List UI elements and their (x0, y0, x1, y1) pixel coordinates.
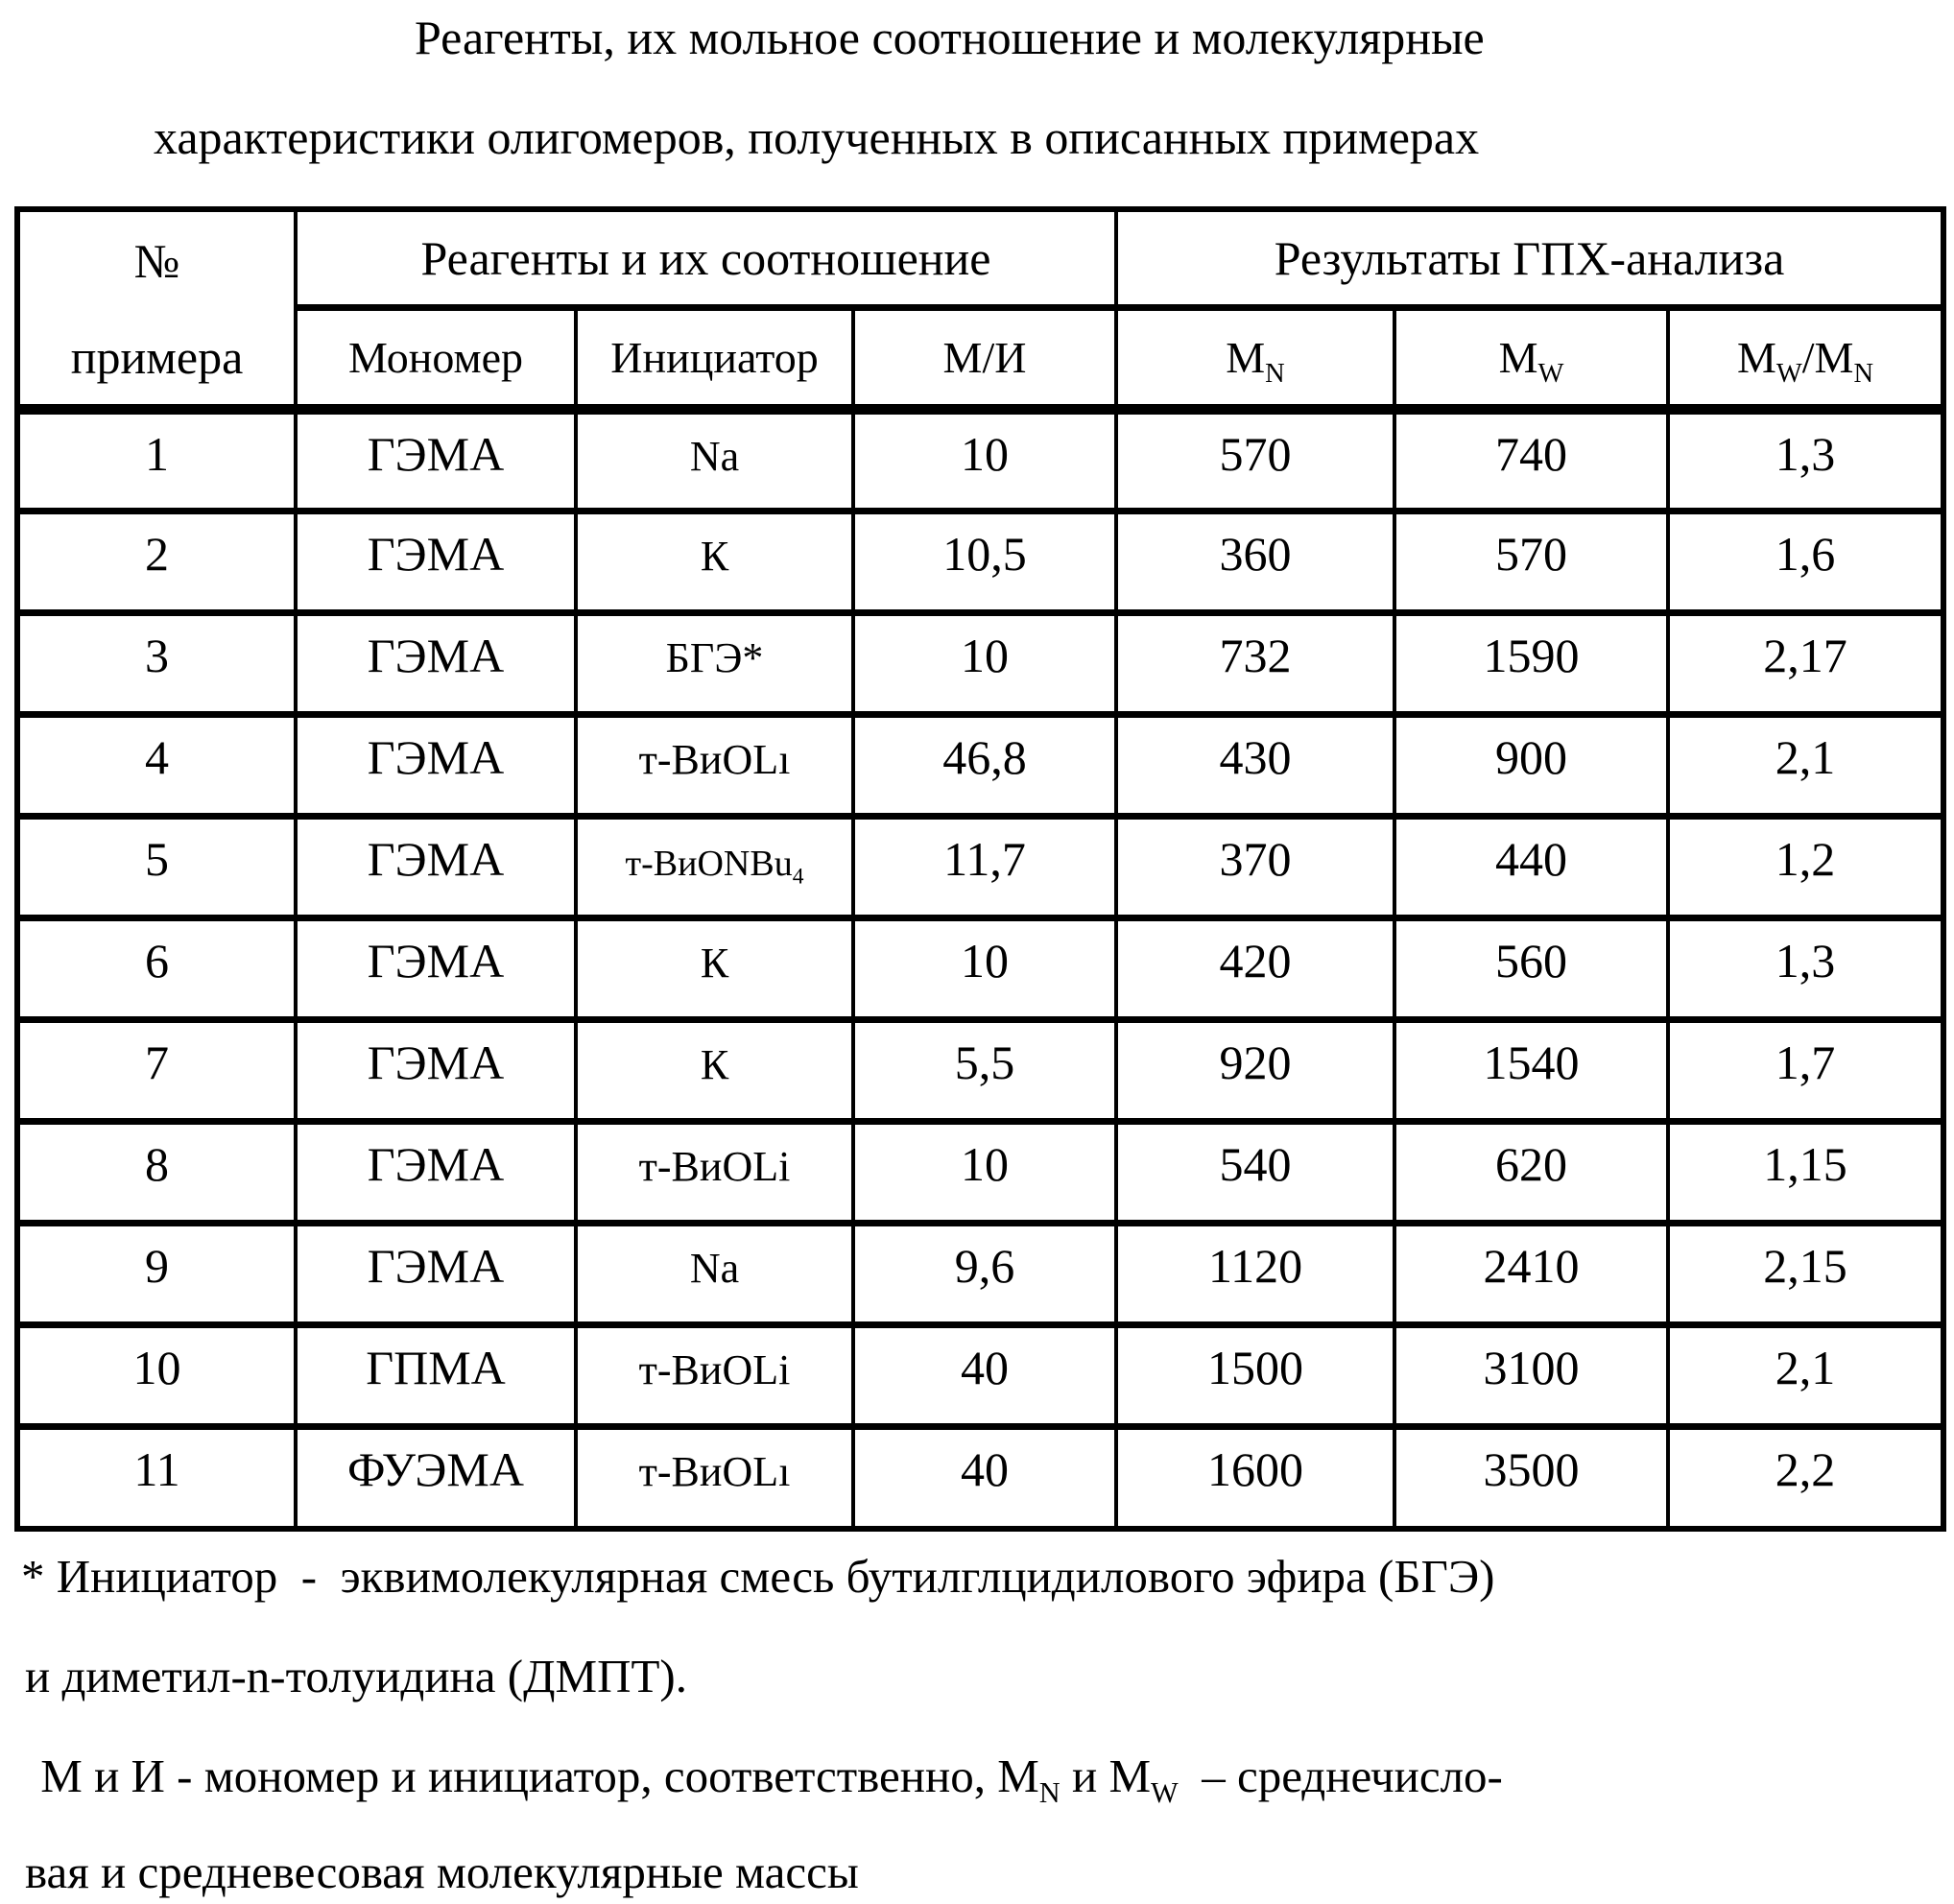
table-row (17, 817, 1943, 918)
mw-mn-cell: 1,6 (1668, 512, 1943, 613)
initiator-cell: К (576, 512, 853, 613)
example-number-cell: 1 (17, 410, 296, 512)
monomer-cell: ГЭМА (296, 410, 576, 512)
mi-ratio-cell: 9,6 (853, 1224, 1116, 1325)
initiator-cell: т-ВиOLı (576, 715, 853, 817)
mn-cell: 570 (1116, 410, 1394, 512)
footnote-line-3: М и И - мономер и инициатор, соответственно, $M_N$ и $M_W$ – среднечисло- (29, 1749, 1503, 1809)
mw-mn-cell: 1,2 (1668, 817, 1943, 918)
mn-cell: 360 (1116, 512, 1394, 613)
header-example-number (17, 209, 296, 410)
page-title-line2: характеристики олигомеров, полученных в описанных примерах (154, 110, 1480, 164)
mn-cell: 370 (1116, 817, 1394, 918)
mn-cell: 920 (1116, 1020, 1394, 1122)
mn-cell: 1500 (1116, 1325, 1394, 1427)
header-sub-row (17, 308, 1943, 410)
table-row (17, 1325, 1943, 1427)
example-number-cell: 5 (17, 817, 296, 918)
table-row (17, 512, 1943, 613)
reagents-table (14, 206, 1946, 1532)
table-row (17, 715, 1943, 817)
initiator-cell: Na (576, 410, 853, 512)
header-mi-ratio: М/И (853, 308, 1116, 410)
mw-cell: 570 (1394, 512, 1668, 613)
footnote-line-2: и диметил-n-толуидина (ДМПТ). (25, 1650, 687, 1702)
table-row (17, 1020, 1943, 1122)
initiator-cell: т-ВиOLi (576, 1325, 853, 1427)
mi-ratio-cell: 40 (853, 1325, 1116, 1427)
monomer-cell: ГЭМА (296, 817, 576, 918)
mw-cell: 740 (1394, 410, 1668, 512)
monomer-cell: ГЭМА (296, 715, 576, 817)
example-number-cell: 9 (17, 1224, 296, 1325)
monomer-cell: ГЭМА (296, 918, 576, 1020)
mw-cell: 440 (1394, 817, 1668, 918)
mn-cell: 540 (1116, 1122, 1394, 1224)
initiator-cell: т-ВиOLi (576, 1122, 853, 1224)
mw-cell: 560 (1394, 918, 1668, 1020)
header-group-results: Результаты ГПХ-анализа (1116, 209, 1943, 308)
mn-cell: 1600 (1116, 1427, 1394, 1529)
mw-mn-cell: 2,17 (1668, 613, 1943, 715)
mw-cell: 2410 (1394, 1224, 1668, 1325)
mn-cell: 430 (1116, 715, 1394, 817)
table-row (17, 410, 1943, 512)
mi-ratio-cell: 5,5 (853, 1020, 1116, 1122)
mi-ratio-cell: 10 (853, 613, 1116, 715)
mi-ratio-cell: 10 (853, 410, 1116, 512)
initiator-cell: т-ВиONBu$_4$ (576, 817, 853, 918)
footnote-line-1: * Инициатор - эквимолекулярная смесь бутилглцидилового эфира (БГЭ) (21, 1550, 1495, 1603)
example-number-cell: 10 (17, 1325, 296, 1427)
mi-ratio-cell: 46,8 (853, 715, 1116, 817)
mw-mn-cell: 1,3 (1668, 410, 1943, 512)
initiator-cell: т-ВиOLı (576, 1427, 853, 1529)
mw-cell: 1540 (1394, 1020, 1668, 1122)
initiator-cell: К (576, 1020, 853, 1122)
mw-cell: 3500 (1394, 1427, 1668, 1529)
header-group-row (17, 209, 1943, 308)
monomer-cell: ГЭМА (296, 1224, 576, 1325)
footnote-line-4: вая и средневесовая молекулярные массы (25, 1845, 859, 1898)
initiator-cell: Na (576, 1224, 853, 1325)
mw-cell: 3100 (1394, 1325, 1668, 1427)
header-group-reagents: Реагенты и их соотношение (296, 209, 1116, 308)
example-number-cell: 7 (17, 1020, 296, 1122)
example-number-cell: 3 (17, 613, 296, 715)
table-row (17, 1224, 1943, 1325)
mi-ratio-cell: 10 (853, 1122, 1116, 1224)
mw-cell: 1590 (1394, 613, 1668, 715)
table-row (17, 1122, 1943, 1224)
example-number-cell: 6 (17, 918, 296, 1020)
mw-mn-cell: 2,2 (1668, 1427, 1943, 1529)
table-row (17, 918, 1943, 1020)
example-number-cell: 11 (17, 1427, 296, 1529)
mw-cell: 620 (1394, 1122, 1668, 1224)
page-title-line1: Реагенты, их мольное соотношение и молекулярные (415, 11, 1485, 64)
header-example-number-line2: примера (70, 330, 244, 384)
mi-ratio-cell: 11,7 (853, 817, 1116, 918)
monomer-cell: ГЭМА (296, 1020, 576, 1122)
mw-mn-cell: 1,3 (1668, 918, 1943, 1020)
header-mw-mn: $M_W/M_N$ (1668, 308, 1943, 410)
table-row (17, 613, 1943, 715)
table-row (17, 1427, 1943, 1529)
table-body (17, 410, 1943, 1529)
mw-mn-cell: 2,1 (1668, 715, 1943, 817)
monomer-cell: ГЭМА (296, 1122, 576, 1224)
mw-mn-cell: 1,15 (1668, 1122, 1943, 1224)
monomer-cell: ГЭМА (296, 613, 576, 715)
monomer-cell: ФУЭМА (296, 1427, 576, 1529)
mw-cell: 900 (1394, 715, 1668, 817)
header-mw: $M_W$ (1394, 308, 1668, 410)
header-monomer: Мономер (296, 308, 576, 410)
monomer-cell: ГПМА (296, 1325, 576, 1427)
mn-cell: 1120 (1116, 1224, 1394, 1325)
mw-mn-cell: 1,7 (1668, 1020, 1943, 1122)
header-example-number-line1: № (133, 234, 180, 288)
mn-cell: 732 (1116, 613, 1394, 715)
example-number-cell: 8 (17, 1122, 296, 1224)
table-header (17, 209, 1943, 410)
mi-ratio-cell: 40 (853, 1427, 1116, 1529)
mw-mn-cell: 2,15 (1668, 1224, 1943, 1325)
example-number-cell: 4 (17, 715, 296, 817)
mi-ratio-cell: 10,5 (853, 512, 1116, 613)
initiator-cell: К (576, 918, 853, 1020)
header-mn: $M_N$ (1116, 308, 1394, 410)
initiator-cell: БГЭ* (576, 613, 853, 715)
mi-ratio-cell: 10 (853, 918, 1116, 1020)
header-initiator: Инициатор (576, 308, 853, 410)
example-number-cell: 2 (17, 512, 296, 613)
mw-mn-cell: 2,1 (1668, 1325, 1943, 1427)
monomer-cell: ГЭМА (296, 512, 576, 613)
mn-cell: 420 (1116, 918, 1394, 1020)
